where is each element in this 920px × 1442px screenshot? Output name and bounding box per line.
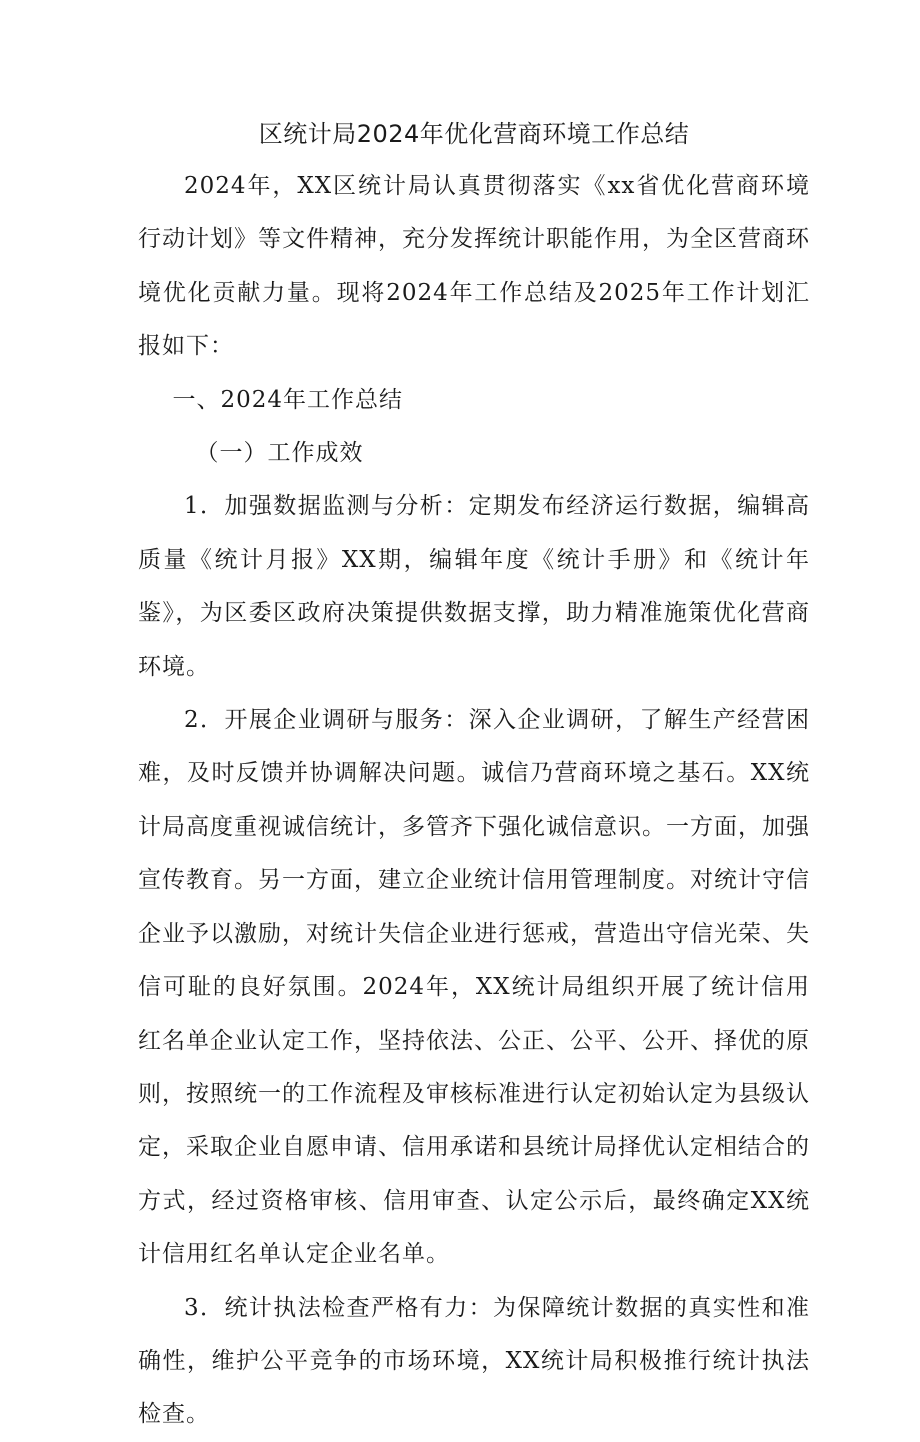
subsection-heading: （一）工作成效	[195, 440, 364, 467]
item-paragraph-1: 1．加强数据监测与分析：定期发布经济运行数据，编辑高质量《统计月报》XX期，编辑年度《统计手册》和《统计年鉴》，为区委区政府决策提供数据支撑，助力精准施策优化营商环境。	[138, 493, 810, 680]
document-title: 区统计局2024年优化营商环境工作总结	[258, 120, 690, 148]
item-paragraph-2: 2．开展企业调研与服务：深入企业调研，了解生产经营困难，及时反馈并协调解决问题。诚信乃营商环境之基石。XX统计局高度重视诚信统计，多管齐下强化诚信意识。一方面，加强宣传教育。另一方面，建立企业统计信用管理制度。对统计守信企业予以激励，对统计失信企业进行惩戒，营造出守信光荣、失信可耻的良好氛围。2024年，XX统计局组织开展了统计信用红名单企业认定工作，坚持依法、公正、公平、公开、择优的原则，按照统一的工作流程及审核标准进行认定初始认定为县级认定，采取企业自愿申请、信用承诺和县统计局择优认定相结合的方式，经过资格审核、信用审查、认定公示后，最终确定XX统计信用红名单认定企业名单。	[138, 707, 810, 1268]
section-heading: 一、2024年工作总结	[172, 386, 404, 413]
document-body	[138, 108, 810, 1442]
intro-paragraph: 2024年，XX区统计局认真贯彻落实《xx省优化营商环境行动计划》等文件精神，充分发挥统计职能作用，为全区营商环境优化贡献力量。现将2024年工作总结及2025年工作计划汇报如下：	[138, 173, 810, 360]
item-paragraph-3: 3．统计执法检查严格有力：为保障统计数据的真实性和准确性，维护公平竞争的市场环境，XX统计局积极推行统计执法检查。	[138, 1294, 810, 1428]
